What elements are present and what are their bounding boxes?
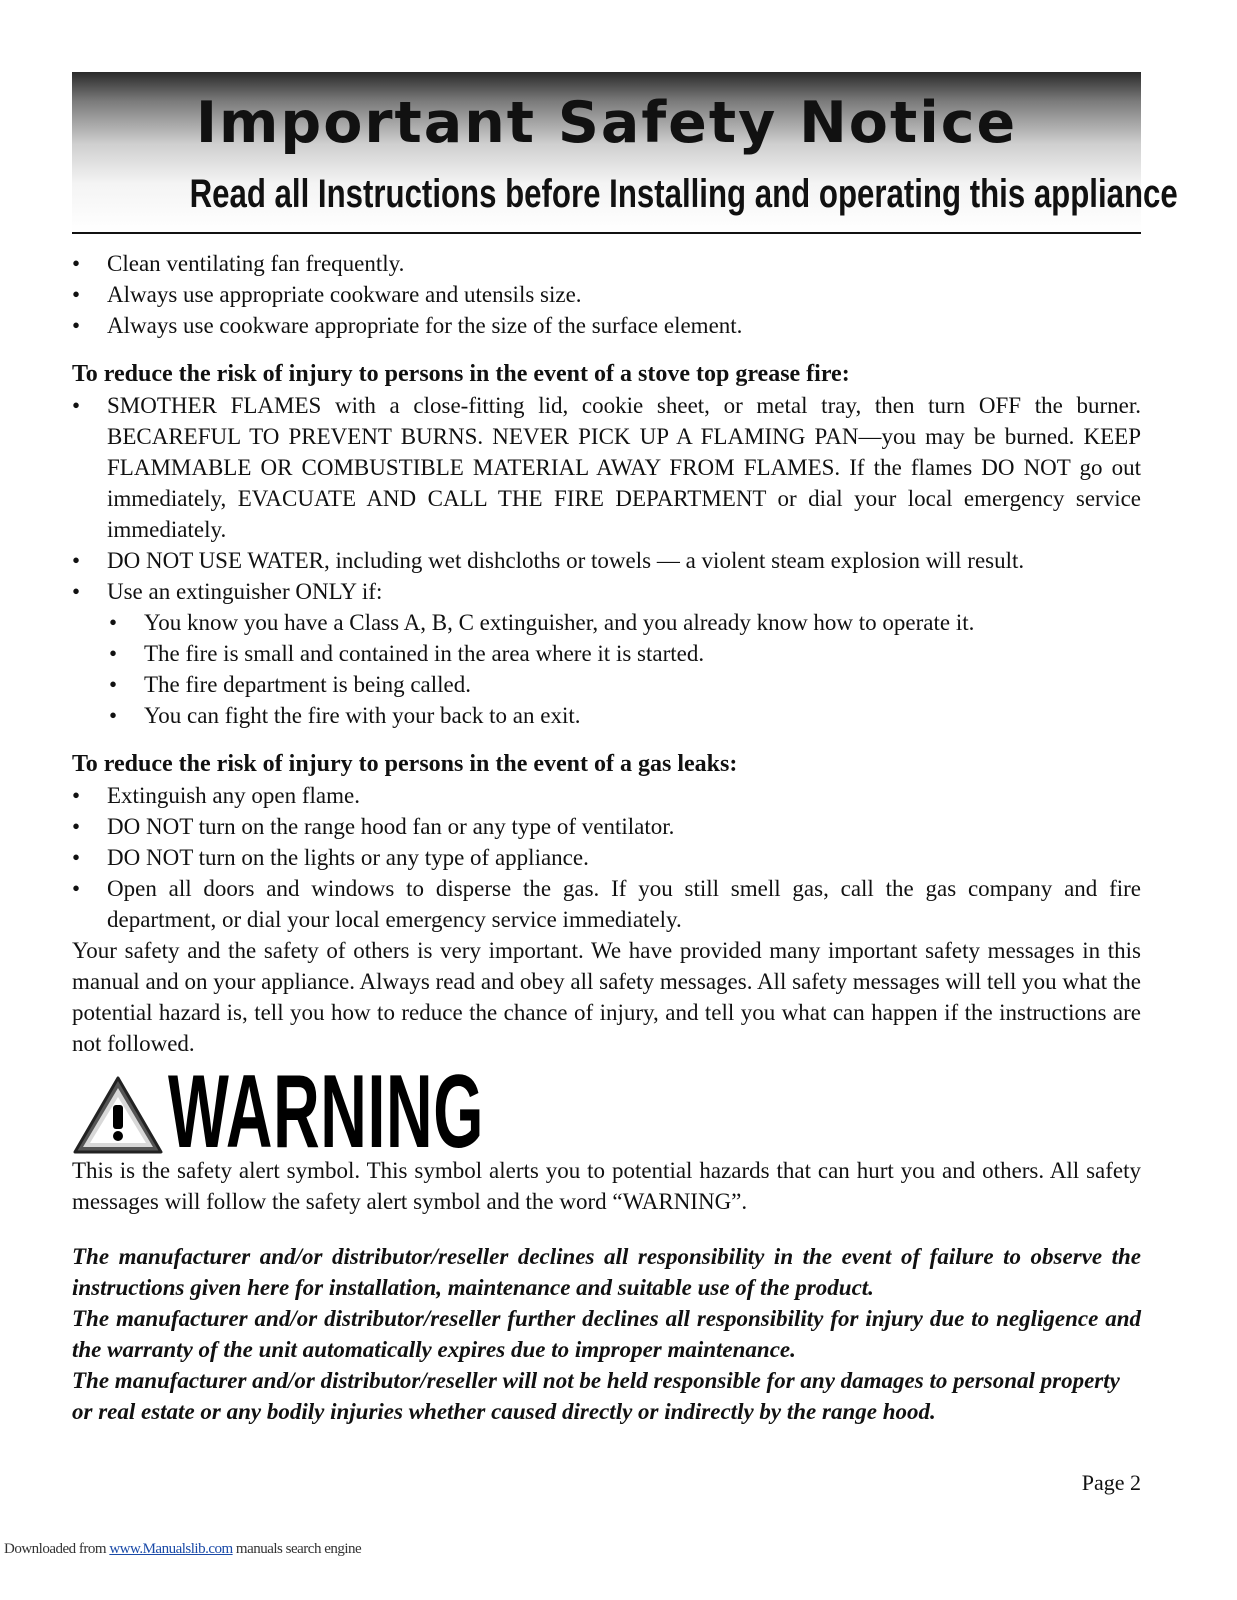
disclaimer-text: The manufacturer and/or distributor/reseller declines all responsibility in the event of failure to observe the instructions given here for installation, maintenance and suitable use of the product. [72,1244,1141,1300]
footer-prefix: Downloaded from [4,1541,107,1557]
list-item: • Use an extinguisher ONLY if: [72,576,1141,607]
warning-label [72,1054,1141,1170]
main-content [72,248,1141,1427]
list-item: • Always use appropriate cookware and utensils size. [72,279,1141,310]
page-subtitle: Read all Instructions before Installing and operating this appliance [189,172,1178,216]
footer-suffix: manuals search engine [235,1541,362,1557]
list-item: • DO NOT USE WATER, including wet dishcloths or towels — a violent steam explosion will result. [72,545,1141,576]
header-banner [72,72,1178,234]
list-item: • The fire department is being called. [109,669,1141,700]
footer [4,1541,361,1558]
warning-description: This is the safety alert symbol. This symbol alerts you to potential hazards that can hurt you and others. All safety messages will follow the safety alert symbol and the word “WARNING”. [72,1158,1141,1214]
list-item: • Extinguish any open flame. [72,780,1141,811]
safety-paragraph: Your safety and the safety of others is very important. We have provided many important safety messages in this manual and on your appliance. Always read and obey all safety messages. All safety messages will tell you what the potential hazard is, tell you how to reduce the chance of injury, and tell you what can happen if the instructions are not followed. [72,938,1141,1056]
list-item: • You know you have a Class A, B, C extinguisher, and you already know how to operate it. [109,607,1141,638]
gas-leak-list [72,780,1141,935]
list-item: • DO NOT turn on the range hood fan or any type of ventilator. [72,811,1141,842]
gas-leak-heading: To reduce the risk of injury to persons in the event of a gas leaks: [72,751,738,777]
list-item: • Clean ventilating fan frequently. [72,248,1141,279]
list-item: • You can fight the fire with your back to an exit. [109,700,1141,731]
grease-fire-list [72,390,1141,607]
disclaimer-text: The manufacturer and/or distributor/reseller further declines all responsibility for injury due to negligence and the warranty of the unit automatically expires due to improper maintenance. [72,1306,1141,1362]
list-item: • DO NOT turn on the lights or any type of appliance. [72,842,1141,873]
list-item: • SMOTHER FLAMES with a close-fitting lid, cookie sheet, or metal tray, then turn OFF the burner. BECAREFUL TO PREVENT BURNS. NEVER PICK UP A FLAMING PAN—you may be burned. KEEP FLAMMABLE OR COMBUSTIBLE MATERIAL AWAY FROM FLAMES. If the flames DO NOT go out immediately, EVACUATE AND CALL THE FIRE DEPARTMENT or dial your local emergency service immediately. [72,390,1141,545]
disclaimer-block [72,1241,1141,1427]
list-item: • The fire is small and contained in the area where it is started. [109,638,1141,669]
extinguisher-conditions-list [72,607,1141,731]
intro-list [72,248,1141,341]
page-number: Page 2 [1081,1470,1141,1495]
list-item: • Open all doors and windows to disperse the gas. If you still smell gas, call the gas company and fire department, or dial your local emergency service immediately. [72,873,1141,935]
manualslib-link[interactable]: www.Manualslib.com [109,1541,233,1557]
disclaimer-text: The manufacturer and/or distributor/reseller will not be held responsible for any damages to personal property or real estate or any bodily injuries whether caused directly or indirectly by the range hood. [72,1368,1120,1424]
grease-fire-heading: To reduce the risk of injury to persons in the event of a stove top grease fire: [72,361,850,387]
list-item: • Always use cookware appropriate for the size of the surface element. [72,310,1141,341]
page-title: Important Safety Notice [195,90,1018,156]
warning-word: WARNING [168,1054,484,1170]
warning-triangle-icon [72,1075,164,1155]
